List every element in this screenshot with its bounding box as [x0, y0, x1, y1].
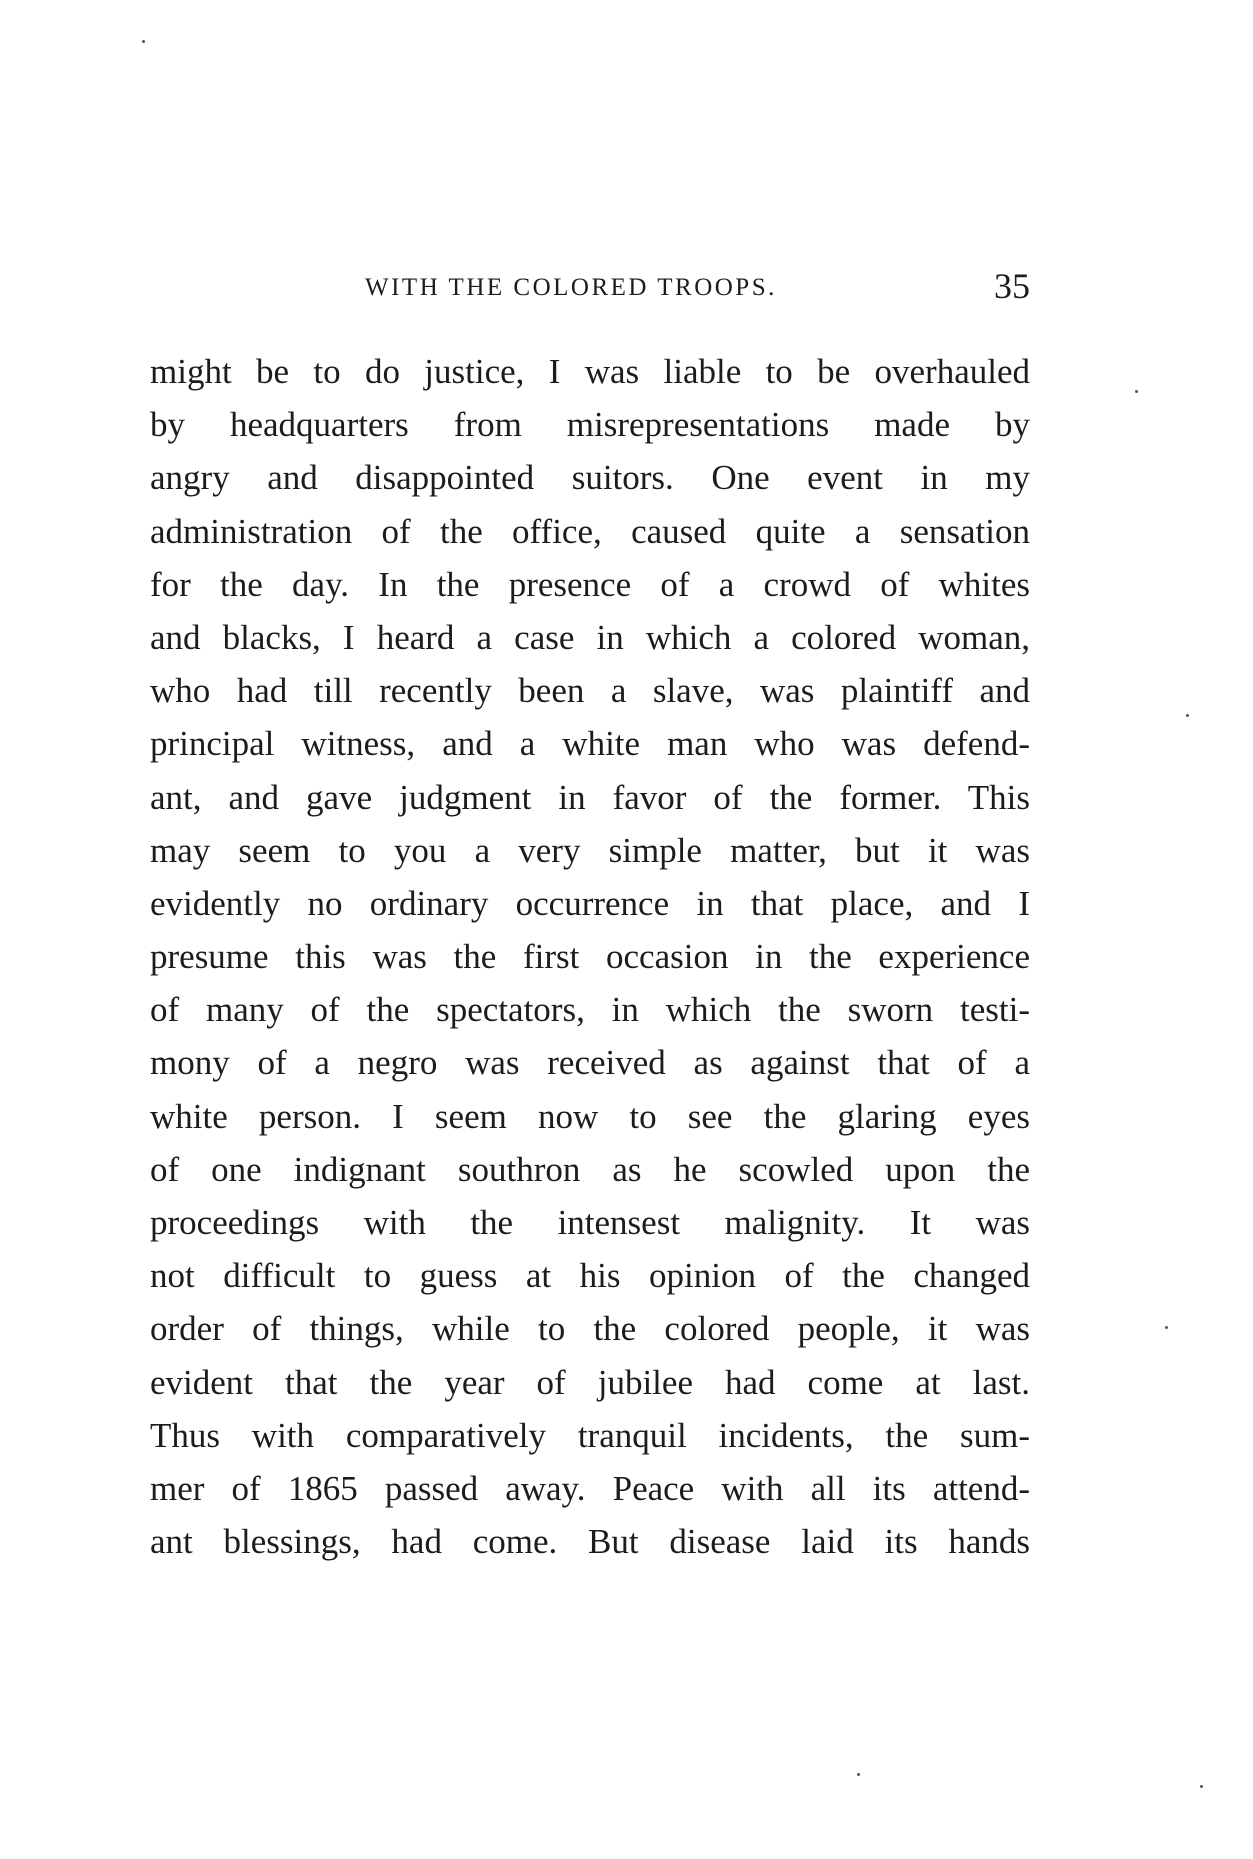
text-line: evident that the year of jubilee had come at last.: [150, 1362, 1030, 1402]
print-speck: [1186, 714, 1189, 717]
text-line: angry and disappointed suitors. One event in my: [150, 458, 1030, 498]
text-line: principal witness, and a white man who was defend-: [150, 724, 1030, 764]
page-number: 35: [994, 266, 1030, 306]
text-line: Thus with comparatively tranquil incidents, the sum-: [150, 1415, 1030, 1455]
body-text: [150, 345, 1030, 1568]
running-head: [150, 266, 1030, 310]
running-title: WITH THE COLORED TROOPS.: [365, 274, 777, 301]
text-line: evidently no ordinary occurrence in that place, and I: [150, 883, 1030, 923]
text-line: who had till recently been a slave, was plaintiff and: [150, 671, 1030, 711]
text-line: ant, and gave judgment in favor of the former. This: [150, 777, 1030, 817]
text-line: may seem to you a very simple matter, but it was: [150, 830, 1030, 870]
print-speck: [857, 1773, 860, 1776]
text-line: administration of the office, caused quite a sensation: [150, 511, 1030, 551]
text-line: and blacks, I heard a case in which a colored woman,: [150, 617, 1030, 657]
text-line: ant blessings, had come. But disease laid its hands: [150, 1522, 1030, 1562]
text-line: of many of the spectators, in which the sworn testi-: [150, 990, 1030, 1030]
text-line: by headquarters from misrepresentations made by: [150, 405, 1030, 445]
text-line: for the day. In the presence of a crowd of whites: [150, 564, 1030, 604]
text-line: of one indignant southron as he scowled upon the: [150, 1149, 1030, 1189]
text-line: proceedings with the intensest malignity. It was: [150, 1203, 1030, 1242]
print-speck: [1200, 1785, 1203, 1788]
text-line: presume this was the first occasion in the experience: [150, 937, 1030, 977]
text-line: white person. I seem now to see the glaring eyes: [150, 1096, 1030, 1136]
print-speck: [1135, 390, 1138, 393]
print-speck: [1165, 1326, 1168, 1329]
text-line: mony of a negro was received as against that of a: [150, 1043, 1030, 1083]
text-line: order of things, while to the colored people, it was: [150, 1309, 1030, 1349]
text-line: mer of 1865 passed away. Peace with all its attend-: [150, 1468, 1030, 1508]
print-speck: [142, 40, 145, 43]
text-line: not difficult to guess at his opinion of the changed: [150, 1256, 1030, 1296]
text-line: might be to do justice, I was liable to be overhauled: [150, 352, 1030, 391]
